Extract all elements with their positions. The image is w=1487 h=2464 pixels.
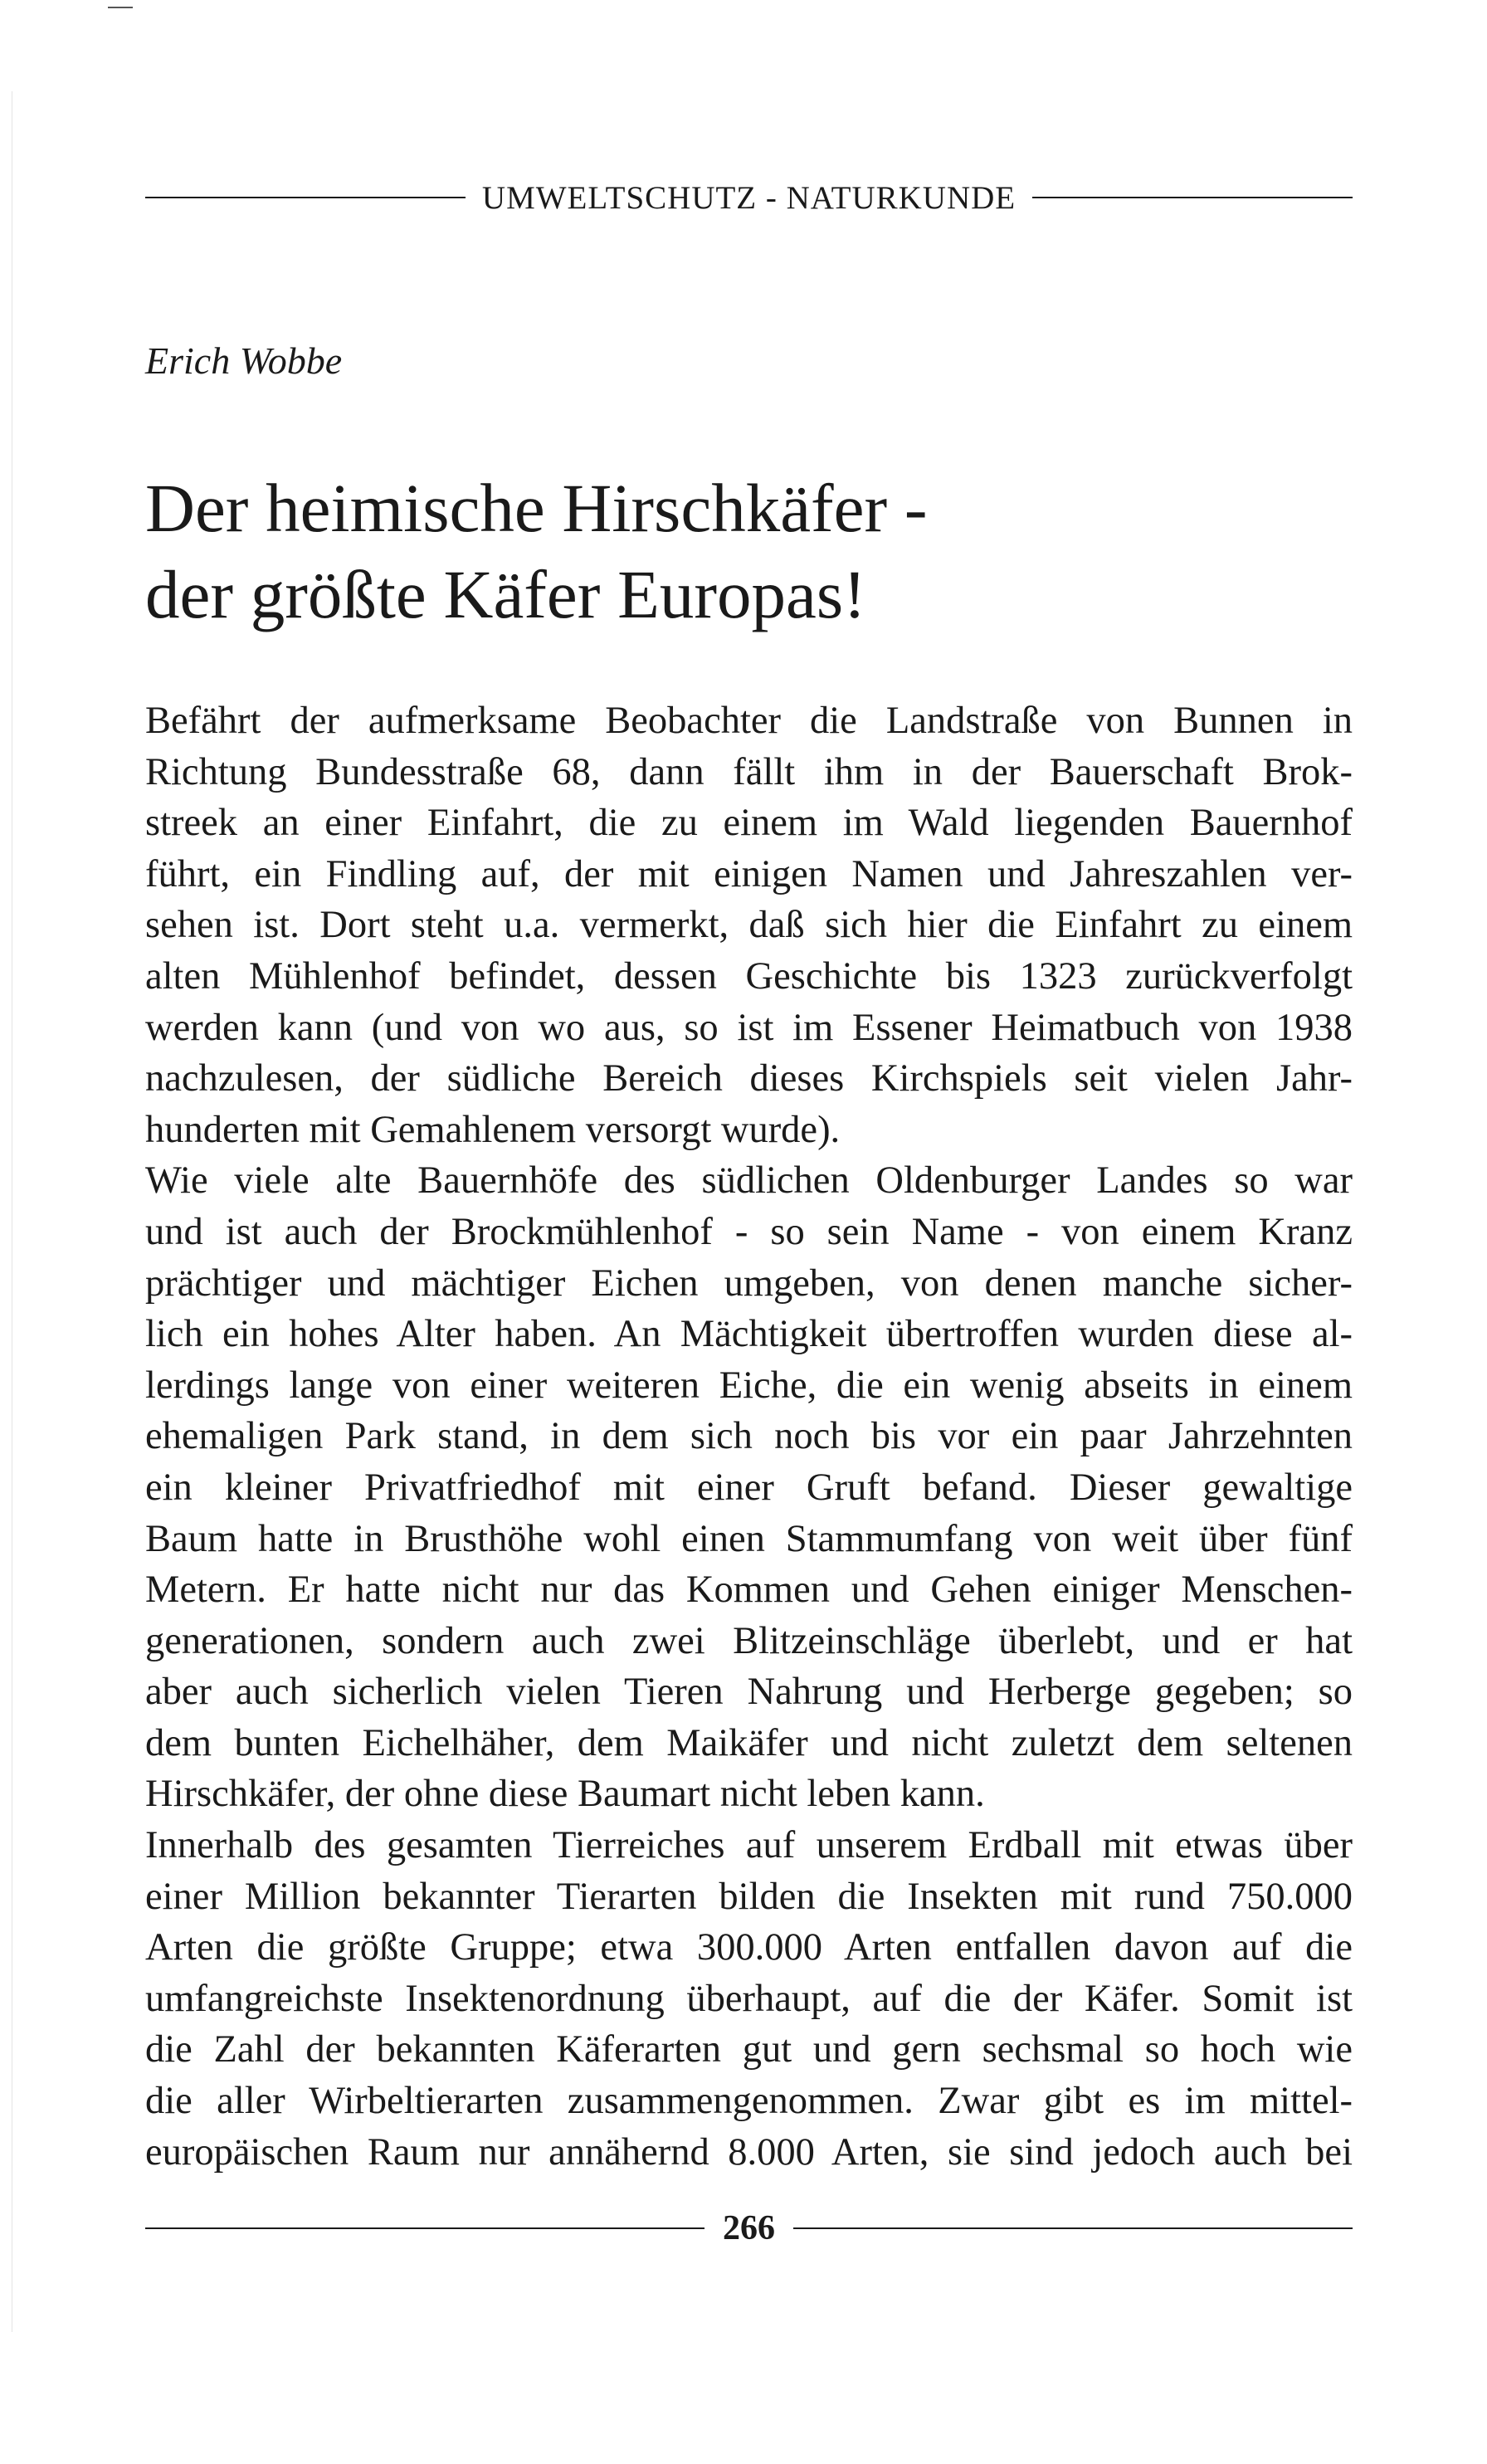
body-line: alten Mühlenhof befindet, dessen Geschichte bis 1323 zurückverfolgt — [145, 954, 1353, 998]
scan-mark — [108, 7, 133, 8]
body-line: generationen, sondern auch zwei Blitzeinschläge überlebt, und er hat — [145, 1619, 1353, 1662]
header-rule-left — [145, 197, 466, 198]
article-body — [145, 695, 1353, 2178]
header-rule-right — [1032, 197, 1353, 198]
body-line: europäischen Raum nur annähernd 8.000 Arten, sie sind jedoch auch bei — [145, 2130, 1353, 2174]
author-name: Erich Wobbe — [145, 339, 343, 382]
body-line: aber auch sicherlich vielen Tieren Nahrung und Herberge gegeben; so — [145, 1671, 1353, 1714]
body-line: hunderten mit Gemahlenem versorgt wurde). — [145, 1108, 841, 1151]
body-line: Hirschkäfer, der ohne diese Baumart nicht leben kann. — [145, 1773, 985, 1816]
body-line: Metern. Er hatte nicht nur das Kommen und Gehen einiger Menschen- — [145, 1569, 1353, 1612]
body-line: dem bunten Eichelhäher, dem Maikäfer und nicht zuletzt dem seltenen — [145, 1721, 1353, 1764]
body-line: sehen ist. Dort steht u.a. vermerkt, daß sich hier die Einfahrt zu einem — [145, 904, 1353, 947]
body-line: die aller Wirbeltierarten zusammengenommen. Zwar gibt es im mittel- — [145, 2080, 1353, 2123]
title-line: Der heimische Hirschkäfer - — [145, 470, 928, 546]
body-line: Richtung Bundesstraße 68, dann fällt ihm in der Bauerschaft Brok- — [145, 750, 1353, 793]
body-line: streek an einer Einfahrt, die zu einem im Wald liegenden Bauernhof — [145, 802, 1353, 845]
footer-rule-left — [145, 2227, 704, 2229]
body-line: umfangreichste Insektenordnung überhaupt, auf die der Käfer. Somit ist — [145, 1977, 1353, 2020]
body-line: führt, ein Findling auf, der mit einigen Namen und Jahreszahlen ver- — [145, 852, 1353, 895]
body-line: Arten die größte Gruppe; etwa 300.000 Arten entfallen davon auf die — [145, 1926, 1353, 1969]
title-line: der größte Käfer Europas! — [145, 556, 866, 632]
body-line: ein kleiner Privatfriedhof mit einer Gruft befand. Dieser gewaltige — [145, 1466, 1353, 1509]
footer-rule-right — [793, 2227, 1353, 2229]
body-line: die Zahl der bekannten Käferarten gut und gern sechsmal so hoch wie — [145, 2028, 1353, 2071]
body-line: und ist auch der Brockmühlenhof - so sein Name - von einem Kranz — [145, 1210, 1353, 1253]
body-line: prächtiger und mächtiger Eichen umgeben, von denen manche sicher- — [145, 1261, 1353, 1305]
page-footer — [145, 2203, 1353, 2253]
body-line: Befährt der aufmerksame Beobachter die Landstraße von Bunnen in — [145, 700, 1353, 742]
body-line: Wie viele alte Bauernhöfe des südlichen Oldenburger Landes so war — [145, 1159, 1353, 1203]
body-line: lich ein hohes Alter haben. An Mächtigkeit übertroffen wurden diese al- — [145, 1313, 1353, 1356]
body-line: werden kann (und von wo aus, so ist im Essener Heimatbuch von 1938 — [145, 1006, 1353, 1049]
body-line: Baum hatte in Brusthöhe wohl einen Stammumfang von weit über fünf — [145, 1517, 1353, 1560]
article-title — [145, 465, 1390, 637]
running-header — [145, 173, 1353, 222]
body-line: nachzulesen, der südliche Bereich dieses Kirchspiels seit vielen Jahr- — [145, 1057, 1353, 1100]
section-label: UMWELTSCHUTZ - NATURKUNDE — [481, 179, 1017, 216]
body-line: einer Million bekannter Tierarten bilden die Insekten mit rund 750.000 — [145, 1875, 1353, 1918]
body-line: ehemaligen Park stand, in dem sich noch bis vor ein paar Jahrzehnten — [145, 1415, 1353, 1458]
body-line: Innerhalb des gesamten Tierreiches auf unserem Erdball mit etwas über — [145, 1824, 1353, 1867]
page-number: 266 — [723, 2209, 775, 2247]
body-line: lerdings lange von einer weiteren Eiche, die ein wenig abseits in einem — [145, 1364, 1353, 1407]
